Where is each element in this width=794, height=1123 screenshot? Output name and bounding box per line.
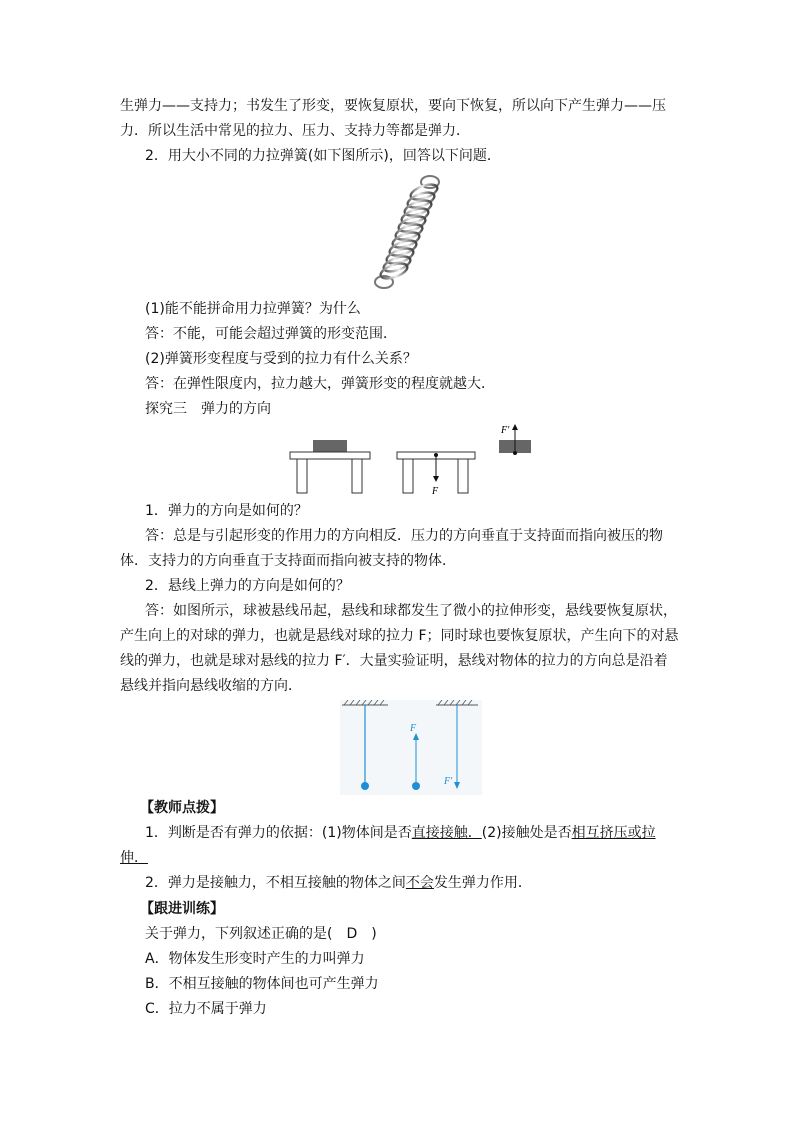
tip-1-underline-2: 相互挤压或拉 (571, 825, 656, 841)
section3-question-2: 2．悬线上弹力的方向是如何的？ (145, 578, 350, 594)
force-direction-figure (285, 420, 545, 500)
option-a: A．物体发生形变时产生的力叫弹力 (145, 951, 365, 967)
section-heading-3: 探究三 弹力的方向 (145, 401, 271, 417)
tip-1-underline-3: 伸． (120, 850, 148, 866)
option-c: C．拉力不属于弹力 (145, 1001, 267, 1017)
label-F: F (410, 723, 417, 734)
tip-2-text-b: 发生弹力作用． (433, 875, 532, 891)
question-2-heading: 2．用大小不同的力拉弹簧(如下图所示)，回答以下问题． (145, 148, 501, 164)
free-ball (412, 782, 420, 790)
teacher-tip-heading: 【教师点拨】 (140, 800, 224, 816)
text-line-1: 生弹力——支持力；书发生了形变，要恢复原状，要向下恢复，所以向下产生弹力——压 (120, 98, 666, 114)
tip-1-line1 (145, 822, 656, 844)
spring-illustration (368, 170, 448, 295)
label-F-prime: F′ (444, 776, 453, 787)
tip-2-underline: 不会 (405, 875, 434, 891)
hanging-ball (361, 782, 369, 790)
answer-2: 答：在弹性限度内，拉力越大，弹簧形变的程度就越大． (145, 376, 495, 392)
table-1-top (290, 452, 370, 459)
section3-answer-2-line2: 产生向上的对球的弹力，也就是悬线对球的拉力 F；同时球也要恢复原状，产生向下的对悬 (120, 628, 679, 644)
book-block (313, 440, 347, 452)
section3-answer-2-line1: 答：如图所示，球被悬线吊起，悬线和球都发生了微小的拉伸形变，悬线要恢复原状， (145, 603, 677, 619)
option-b: B．不相互接触的物体间也可产生弹力 (145, 976, 379, 992)
section3-answer-2-line3: 线的弹力，也就是球对悬线的拉力 F′．大量实验证明，悬线对物体的拉力的方向总是沿着 (120, 653, 668, 669)
sub-question-2: (2)弹簧形变程度与受到的拉力有什么关系？ (145, 351, 417, 367)
tip-1-underline-1: 直接接触． (411, 825, 482, 841)
tip-1-text-a: 1．判断是否有弹力的依据：(1)物体间是否 (145, 825, 412, 841)
follow-up-heading: 【跟进训练】 (140, 901, 224, 917)
tip-1-text-b: (2)接触处是否 (481, 825, 572, 841)
section3-answer-2-line4: 悬线并指向悬线收缩的方向． (120, 678, 302, 694)
answer-1: 答：不能，可能会超过弹簧的形变范围． (145, 326, 397, 342)
hanging-ball-figure (340, 700, 482, 795)
label-F-table: F (432, 486, 439, 497)
tip-1-line2 (120, 847, 148, 869)
tip-2-text-a: 2．弹力是接触力，不相互接触的物体之间 (145, 875, 406, 891)
section3-answer-1-line1: 答：总是与引起形变的作用力的方向相反．压力的方向垂直于支持面而指向被压的物 (145, 528, 663, 544)
exercise-question: 关于弹力，下列叙述正确的是( D ) (145, 926, 377, 942)
label-F-prime-block: F′ (501, 425, 510, 436)
sub-question-1: (1)能不能拼命用力拉弹簧？为什么 (145, 301, 361, 317)
section3-answer-1-line2: 体．支持力的方向垂直于支持面而指向被支持的物体． (120, 553, 456, 569)
section3-question-1: 1．弹力的方向是如何的？ (145, 503, 308, 519)
tip-2 (145, 872, 532, 894)
text-line-2: 力．所以生活中常见的拉力、压力、支持力等都是弹力． (120, 123, 470, 139)
